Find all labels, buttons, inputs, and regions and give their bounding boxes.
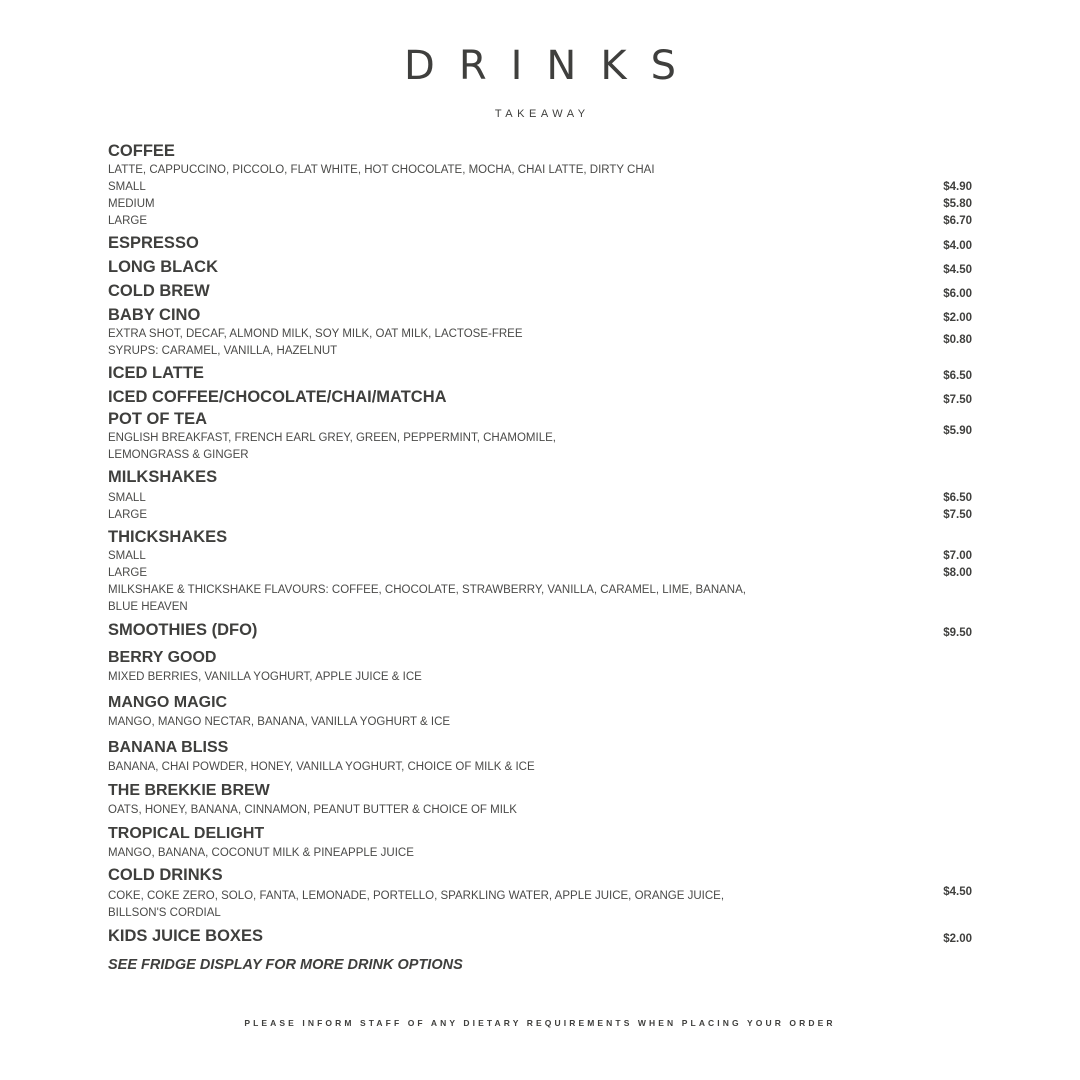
smoothie-description: MIXED BERRIES, VANILLA YOGHURT, APPLE JUICE & ICE xyxy=(108,671,422,683)
drinks-menu xyxy=(108,140,972,973)
price: $4.00 xyxy=(943,240,972,252)
shake-flavours: MILKSHAKE & THICKSHAKE FLAVOURS: COFFEE, CHOCOLATE, STRAWBERRY, VANILLA, CARAMEL, LIME, BANANA, BLUE HEAVEN xyxy=(108,584,746,613)
price: $0.80 xyxy=(943,334,972,346)
menu-size-row xyxy=(108,213,972,230)
page-subtitle: TAKEAWAY xyxy=(494,108,590,120)
smoothie-description: OATS, HONEY, BANANA, CINNAMON, PEANUT BUTTER & CHOICE OF MILK xyxy=(108,804,517,816)
section-heading-smoothies xyxy=(108,619,972,641)
item-name: COLD BREW xyxy=(108,282,210,300)
page-title: DRINKS xyxy=(404,43,700,89)
menu-item-long-black xyxy=(108,256,972,278)
smoothie-name: MANGO MAGIC xyxy=(108,694,228,711)
smoothie-name: BANANA BLISS xyxy=(108,739,229,756)
smoothie-description: MANGO, MANGO NECTAR, BANANA, VANILLA YOGHURT & ICE xyxy=(108,716,451,728)
price: $7.50 xyxy=(943,509,972,521)
extras-block xyxy=(108,326,972,360)
section-heading-pot-of-tea: POT OF TEA xyxy=(108,410,207,428)
coffee-description: LATTE, CAPPUCCINO, PICCOLO, FLAT WHITE, HOT CHOCOLATE, MOCHA, CHAI LATTE, DIRTY CHAI xyxy=(108,164,655,176)
price: $5.80 xyxy=(943,198,972,210)
section-heading-cold-drinks: COLD DRINKS xyxy=(108,866,223,884)
menu-size-row xyxy=(108,196,972,213)
size-label: SMALL xyxy=(108,492,146,504)
item-name: KIDS JUICE BOXES xyxy=(108,927,263,945)
menu-size-row xyxy=(108,565,972,582)
price: $6.50 xyxy=(943,492,972,504)
size-label: MEDIUM xyxy=(108,198,155,210)
price: $4.50 xyxy=(943,886,972,898)
dietary-footer: PLEASE INFORM STAFF OF ANY DIETARY REQUIREMENTS WHEN PLACING YOUR ORDER xyxy=(244,1018,836,1028)
size-label: LARGE xyxy=(108,215,147,227)
syrups-line: SYRUPS: CARAMEL, VANILLA, HAZELNUT xyxy=(108,345,338,357)
price: $6.50 xyxy=(943,370,972,382)
price: $5.90 xyxy=(943,425,972,437)
item-name: BABY CINO xyxy=(108,306,201,324)
cold-drinks-block xyxy=(108,888,972,921)
price: $4.90 xyxy=(943,181,972,193)
smoothie-name: TROPICAL DELIGHT xyxy=(108,825,265,842)
cold-drinks-description: COKE, COKE ZERO, SOLO, FANTA, LEMONADE, PORTELLO, SPARKLING WATER, APPLE JUICE, ORANGE JUICE, BILLSON'S CORDIAL xyxy=(108,890,725,919)
menu-item-espresso xyxy=(108,232,972,254)
tea-block xyxy=(108,425,972,464)
price: $2.00 xyxy=(943,312,972,324)
menu-size-row xyxy=(108,179,972,196)
price: $8.00 xyxy=(943,567,972,579)
section-heading-coffee: COFFEE xyxy=(108,142,175,160)
price: $2.00 xyxy=(943,933,972,945)
section-heading-milkshakes: MILKSHAKES xyxy=(108,468,218,486)
menu-item-iced-combo xyxy=(108,386,972,408)
price: $4.50 xyxy=(943,264,972,276)
price: $7.50 xyxy=(943,394,972,406)
price: $6.70 xyxy=(943,215,972,227)
item-name: ICED LATTE xyxy=(108,364,204,382)
menu-size-row xyxy=(108,548,972,565)
size-label: SMALL xyxy=(108,181,146,193)
smoothie-description: MANGO, BANANA, COCONUT MILK & PINEAPPLE JUICE xyxy=(108,847,414,859)
menu-size-row xyxy=(108,490,972,507)
fridge-note: SEE FRIDGE DISPLAY FOR MORE DRINK OPTIONS xyxy=(108,957,463,973)
extras-line: EXTRA SHOT, DECAF, ALMOND MILK, SOY MILK, OAT MILK, LACTOSE-FREE xyxy=(108,328,523,340)
menu-item-kids-juice-boxes xyxy=(108,925,972,947)
tea-line: ENGLISH BREAKFAST, FRENCH EARL GREY, GREEN, PEPPERMINT, CHAMOMILE, xyxy=(108,432,556,444)
item-name: LONG BLACK xyxy=(108,258,218,276)
item-name: SMOOTHIES (DFO) xyxy=(108,621,258,639)
section-heading-thickshakes: THICKSHAKES xyxy=(108,528,228,546)
item-name: ICED COFFEE/CHOCOLATE/CHAI/MATCHA xyxy=(108,388,447,406)
price: $6.00 xyxy=(943,288,972,300)
smoothie-description: BANANA, CHAI POWDER, HONEY, VANILLA YOGHURT, CHOICE OF MILK & ICE xyxy=(108,761,535,773)
size-label: LARGE xyxy=(108,567,147,579)
smoothie-name: THE BREKKIE BREW xyxy=(108,782,270,799)
smoothie-name: BERRY GOOD xyxy=(108,649,217,666)
item-name: ESPRESSO xyxy=(108,234,199,252)
menu-item-cold-brew xyxy=(108,280,972,302)
size-label: LARGE xyxy=(108,509,147,521)
price: $9.50 xyxy=(943,627,972,639)
menu-item-baby-cino xyxy=(108,304,972,326)
menu-size-row xyxy=(108,507,972,524)
size-label: SMALL xyxy=(108,550,146,562)
tea-line: LEMONGRASS & GINGER xyxy=(108,449,249,461)
menu-item-iced-latte xyxy=(108,362,972,384)
price: $7.00 xyxy=(943,550,972,562)
